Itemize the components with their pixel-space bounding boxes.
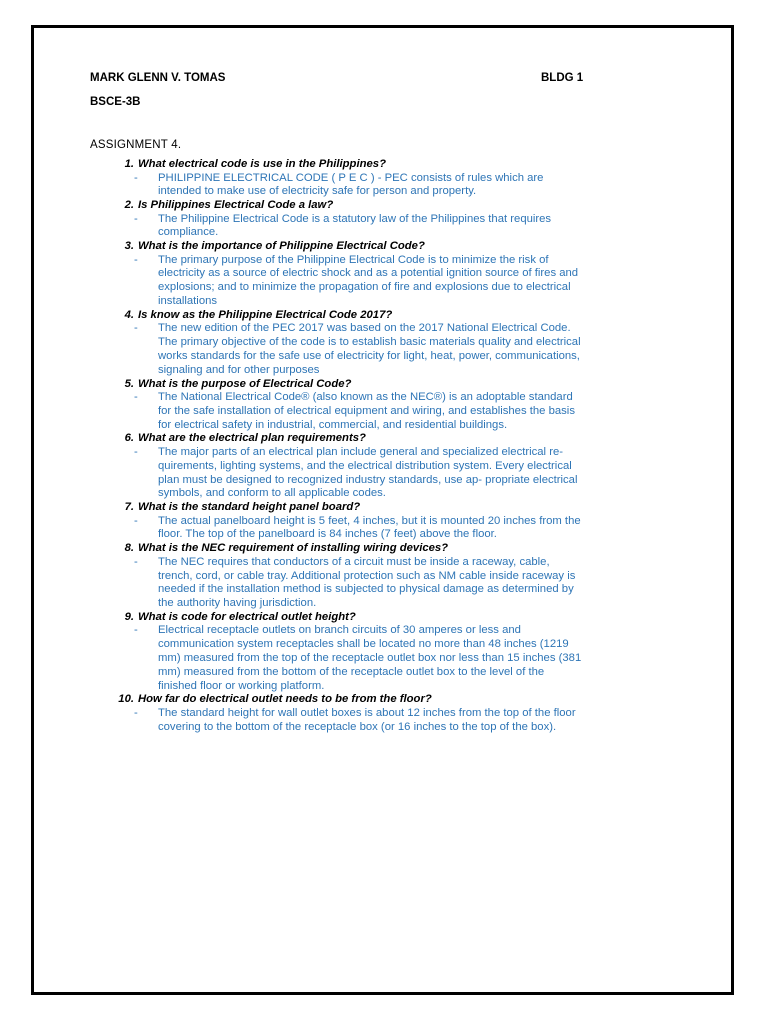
question — [110, 309, 680, 323]
answer-line — [110, 528, 680, 542]
answer-line — [110, 172, 680, 186]
answer-line — [110, 487, 680, 501]
answer-text: Electrical receptacle outlets on branch circuits of 30 amperes or less and — [158, 624, 521, 637]
dash-bullet: - — [134, 253, 138, 266]
answer-text: the authority having jurisdiction. — [158, 597, 317, 610]
question-number: 10. — [118, 693, 134, 706]
dash-bullet: - — [134, 624, 138, 637]
question — [110, 240, 680, 254]
answer-line — [110, 707, 680, 721]
answer-line — [110, 281, 680, 295]
answer-text: plan must be designed to recognized industry standards, use ap- propriate electrical — [158, 473, 578, 486]
question-text: What is the standard height panel board? — [138, 501, 361, 514]
answer-line — [110, 556, 680, 570]
question-text: How far do electrical outlet needs to be from the floor? — [138, 693, 432, 706]
question — [110, 542, 680, 556]
answer-text: The standard height for wall outlet boxes is about 12 inches from the top of the floor — [158, 706, 576, 719]
question — [110, 693, 680, 707]
assignment-title: ASSIGNMENT 4. — [90, 139, 182, 151]
answer-text: The primary objective of the code is to establish basic materials quality and electrical — [158, 336, 581, 349]
answer-line — [110, 666, 680, 680]
question-number: 2. — [124, 199, 134, 212]
question-item — [110, 240, 680, 309]
question-number: 7. — [124, 501, 134, 514]
answer-text: The NEC requires that conductors of a circuit must be inside a raceway, cable, — [158, 555, 550, 568]
answer-line — [110, 570, 680, 584]
answer-line — [110, 213, 680, 227]
answer-line — [110, 446, 680, 460]
answer-text: mm) measured from the bottom of the receptacle outlet box to the level of the — [158, 665, 545, 678]
question-item — [110, 158, 680, 199]
answer-line — [110, 680, 680, 694]
answer-line — [110, 322, 680, 336]
dash-bullet: - — [134, 706, 138, 719]
question-number: 6. — [124, 432, 134, 445]
answer-line — [110, 419, 680, 433]
answer-text: finished floor or working platform. — [158, 679, 325, 692]
answer-text: symbols, and conform to all applicable codes. — [158, 487, 386, 500]
dash-bullet: - — [134, 445, 138, 458]
dash-bullet: - — [134, 322, 138, 335]
answer-line — [110, 295, 680, 309]
question-number: 4. — [124, 308, 134, 321]
answer-text: The actual panelboard height is 5 feet, 4 inches, but it is mounted 20 inches from the — [158, 514, 581, 527]
answer-line — [110, 405, 680, 419]
answer-line — [110, 721, 680, 735]
question-text: What are the electrical plan requirements? — [138, 432, 366, 445]
question — [110, 199, 680, 213]
answer-line — [110, 638, 680, 652]
answer-text: The major parts of an electrical plan include general and specialized electrical re- — [158, 445, 564, 458]
answer-text: signaling and for other purposes — [158, 363, 320, 376]
answer-text: needed if the installation method is subjected to physical damage as determined by — [158, 583, 574, 596]
question-text: Is know as the Philippine Electrical Code 2017? — [138, 308, 393, 321]
dash-bullet: - — [134, 212, 138, 225]
answer-line — [110, 515, 680, 529]
answer-text: covering to the bottom of the receptacle box (or 16 inches to the top of the box). — [158, 720, 557, 733]
answer-line — [110, 254, 680, 268]
student-name: MARK GLENN V. TOMAS — [90, 72, 226, 84]
question — [110, 158, 680, 172]
question-text: Is Philippines Electrical Code a law? — [138, 199, 334, 212]
question-list — [110, 158, 680, 735]
question-text: What is the importance of Philippine Electrical Code? — [138, 240, 425, 253]
answer-line — [110, 460, 680, 474]
question-number: 5. — [124, 377, 134, 390]
answer-text: quirements, lighting systems, and the electrical distribution system. Every electrical — [158, 459, 572, 472]
answer-text: PHILIPPINE ELECTRICAL CODE ( P E C ) - PEC consists of rules which are — [158, 171, 544, 184]
answer-text: electricity as a source of electric shock and as a potential ignition source of fires and — [158, 267, 579, 280]
section-label: BSCE-3B — [90, 96, 141, 108]
answer-line — [110, 336, 680, 350]
question-item — [110, 542, 680, 611]
answer-text: The new edition of the PEC 2017 was based on the 2017 National Electrical Code. — [158, 322, 571, 335]
answer-text: floor. The top of the panelboard is 84 inches (7 feet) above the floor. — [158, 528, 497, 541]
dash-bullet: - — [134, 391, 138, 404]
answer-line — [110, 267, 680, 281]
question — [110, 501, 680, 515]
dash-bullet: - — [134, 171, 138, 184]
answer-text: for electrical safety in industrial, commercial, and residential buildings. — [158, 418, 508, 431]
question-number: 1. — [124, 158, 134, 170]
answer-text: The Philippine Electrical Code is a statutory law of the Philippines that requires — [158, 212, 552, 225]
answer-line — [110, 364, 680, 378]
answer-text: communication system receptacles shall be located no more than 48 inches (1219 — [158, 638, 569, 651]
answer-text: trench, cord, or cable tray. Additional protection such as NM cable inside raceway is — [158, 569, 576, 582]
answer-text: The primary purpose of the Philippine Electrical Code is to minimize the risk of — [158, 253, 549, 266]
building-label: BLDG 1 — [541, 72, 584, 84]
question-item — [110, 432, 680, 501]
answer-line — [110, 474, 680, 488]
answer-line — [110, 624, 680, 638]
question-item — [110, 501, 680, 542]
question-item — [110, 611, 680, 693]
question-text: What electrical code is use in the Philippines? — [138, 158, 386, 170]
question-text: What is the NEC requirement of installing wiring devices? — [138, 542, 449, 555]
answer-line — [110, 391, 680, 405]
answer-text: explosions; and to minimize the propagation of fire and explosions due to electrical — [158, 281, 571, 294]
answer-line — [110, 350, 680, 364]
question — [110, 611, 680, 625]
question-item — [110, 309, 680, 378]
answer-text: mm) measured from the top of the receptacle outlet box nor less than 15 inches (381 — [158, 652, 582, 665]
question-number: 8. — [124, 542, 134, 555]
question-item — [110, 693, 680, 734]
answer-text: installations — [158, 295, 218, 308]
dash-bullet: - — [134, 514, 138, 527]
question — [110, 432, 680, 446]
answer-line — [110, 185, 680, 199]
question — [110, 378, 680, 392]
question-number: 9. — [124, 610, 134, 623]
question-item — [110, 378, 680, 433]
answer-line — [110, 652, 680, 666]
dash-bullet: - — [134, 555, 138, 568]
question-text: What is the purpose of Electrical Code? — [138, 377, 352, 390]
answer-text: intended to make use of electricity safe for person and property. — [158, 185, 477, 198]
question-text: What is code for electrical outlet height? — [138, 610, 356, 623]
answer-line — [110, 583, 680, 597]
question-number: 3. — [124, 240, 134, 253]
answer-text: works standards for the safe use of electricity for light, heat, power, communications, — [158, 349, 580, 362]
answer-text: The National Electrical Code® (also known as the NEC®) is an adoptable standard — [158, 391, 573, 404]
answer-line — [110, 226, 680, 240]
answer-text: compliance. — [158, 226, 219, 239]
question-item — [110, 199, 680, 240]
answer-line — [110, 597, 680, 611]
answer-text: for the safe installation of electrical equipment and wiring, and establishes the basis — [158, 404, 575, 417]
